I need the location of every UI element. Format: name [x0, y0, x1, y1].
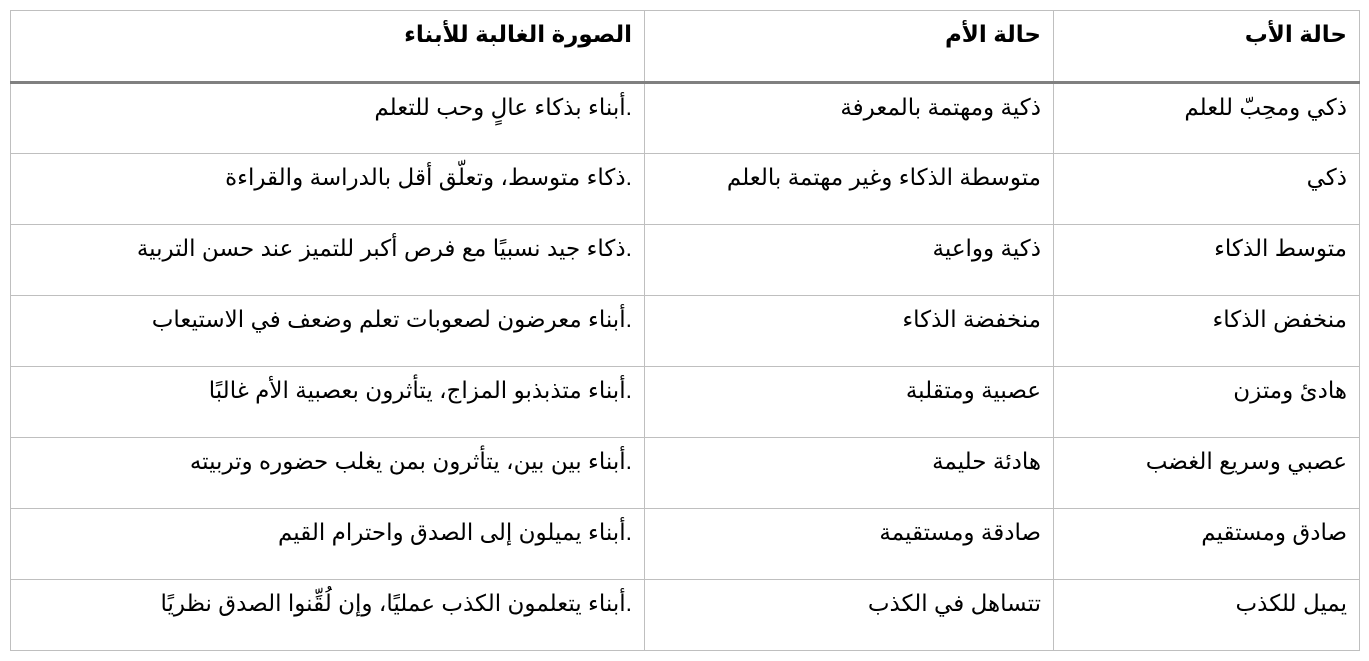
parents-children-table — [10, 10, 1360, 651]
cell-mother: عصبية ومتقلبة — [645, 367, 1054, 438]
table-header — [11, 11, 1360, 83]
cell-children: .ذكاء جيد نسبيًا مع فرص أكبر للتميز عند حسن التربية — [11, 225, 645, 296]
table-row — [11, 367, 1360, 438]
cell-father: صادق ومستقيم — [1054, 509, 1360, 580]
cell-mother: صادقة ومستقيمة — [645, 509, 1054, 580]
cell-children: .أبناء يتعلمون الكذب عمليًا، وإن لُقِّنوا الصدق نظريًا — [11, 580, 645, 651]
cell-mother: ذكية وواعية — [645, 225, 1054, 296]
cell-mother: هادئة حليمة — [645, 438, 1054, 509]
cell-mother: تتساهل في الكذب — [645, 580, 1054, 651]
header-children: الصورة الغالبة للأبناء — [11, 11, 645, 83]
table-row — [11, 438, 1360, 509]
table-row — [11, 83, 1360, 154]
cell-children: .أبناء بين بين، يتأثرون بمن يغلب حضوره وتربيته — [11, 438, 645, 509]
cell-children: .أبناء يميلون إلى الصدق واحترام القيم — [11, 509, 645, 580]
cell-mother: منخفضة الذكاء — [645, 296, 1054, 367]
table-body — [11, 83, 1360, 651]
cell-father: هادئ ومتزن — [1054, 367, 1360, 438]
cell-father: يميل للكذب — [1054, 580, 1360, 651]
cell-father: متوسط الذكاء — [1054, 225, 1360, 296]
header-father: حالة الأب — [1054, 11, 1360, 83]
header-row — [11, 11, 1360, 83]
table-row — [11, 154, 1360, 225]
cell-children: .أبناء معرضون لصعوبات تعلم وضعف في الاستيعاب — [11, 296, 645, 367]
cell-father: ذكي ومحِبّ للعلم — [1054, 83, 1360, 154]
cell-father: عصبي وسريع الغضب — [1054, 438, 1360, 509]
table-row — [11, 580, 1360, 651]
cell-children: .ذكاء متوسط، وتعلّق أقل بالدراسة والقراءة — [11, 154, 645, 225]
cell-children: .أبناء بذكاء عالٍ وحب للتعلم — [11, 83, 645, 154]
table-row — [11, 509, 1360, 580]
cell-mother: ذكية ومهتمة بالمعرفة — [645, 83, 1054, 154]
cell-children: .أبناء متذبذبو المزاج، يتأثرون بعصبية الأم غالبًا — [11, 367, 645, 438]
cell-father: منخفض الذكاء — [1054, 296, 1360, 367]
cell-father: ذكي — [1054, 154, 1360, 225]
table-row — [11, 225, 1360, 296]
cell-mother: متوسطة الذكاء وغير مهتمة بالعلم — [645, 154, 1054, 225]
header-mother: حالة الأم — [645, 11, 1054, 83]
table-row — [11, 296, 1360, 367]
